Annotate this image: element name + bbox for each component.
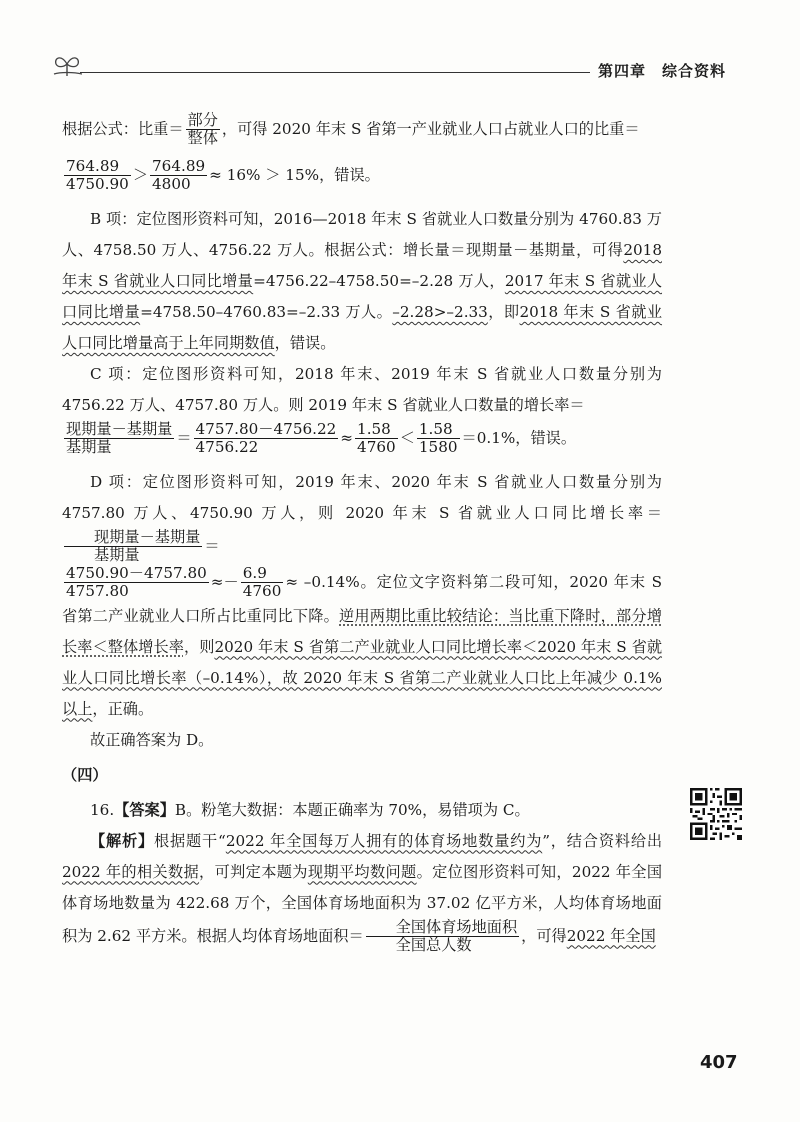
text: ≈ xyxy=(340,428,354,447)
text: ＝0.1%，错误。 xyxy=(461,428,577,447)
text: =4756.22–4758.50=–2.28 万人， xyxy=(253,271,505,290)
fraction xyxy=(64,565,209,601)
fraction-denominator: 4800 xyxy=(152,175,191,194)
text: D 项：定位图形资料可知，2019 年末、2020 年末 S 省就业人口数量分别为 4757.80 万人、4750.90 万人，则 2020 年末 S 省就业人口同比增长率＝ xyxy=(62,472,662,522)
fraction xyxy=(366,919,520,955)
fraction xyxy=(150,158,207,194)
fraction-numerator: 全国体育场地面积 xyxy=(366,919,520,937)
fraction-numerator: 1.58 xyxy=(355,421,398,439)
text: ≈ 16% ＞ 15%，错误。 xyxy=(209,165,380,184)
fraction-denominator: 4760 xyxy=(242,582,282,601)
fraction xyxy=(417,421,460,457)
fraction-numerator: 6.9 xyxy=(241,565,284,583)
text: C 项：定位图形资料可知，2018 年末、2019 年末 S 省就业人口数量分别为 4756.22 万人、4757.80 万人。则 2019 年末 S 省就业人口数量的增长率＝ xyxy=(62,364,662,414)
paragraph-option-d-cont xyxy=(62,565,662,725)
fraction-denominator: 整体 xyxy=(187,129,218,148)
fraction xyxy=(355,421,398,457)
text: 。定位图形资料可知，2022 年全国体育场地数量为 422.68 万个，全国体育场地面积为 37.02 亿平方米，人均体育场地面积为 2.62 平方米。根据人均体育场地面积＝ xyxy=(62,862,663,945)
paragraph-answer: 故正确答案为 D。 xyxy=(90,730,214,749)
text: ＞ xyxy=(132,165,148,184)
paragraph-option-d xyxy=(62,467,662,565)
paragraph-option-b xyxy=(62,204,662,359)
fraction xyxy=(64,158,131,194)
text: ≈ –0.14%。定位文字资料第二段可知，2020 年末 S 省第二产业就业人口所占比重同比下降。 xyxy=(62,572,662,625)
wavy-underlined-text: 2018 年末 S 省就业人口同比增量 xyxy=(62,240,662,290)
qr-code-icon[interactable] xyxy=(690,788,742,840)
paragraph-option-c xyxy=(62,359,662,421)
fraction-denominator: 1580 xyxy=(418,438,458,457)
wavy-underlined-text: –2.28>–2.33 xyxy=(392,302,488,321)
fraction-denominator: 基期量 xyxy=(66,438,112,457)
wavy-underlined-text: 2022 年全国每万人拥有的体育场地数量约为 xyxy=(225,831,543,850)
chapter-heading xyxy=(598,60,726,81)
fraction-denominator: 4757.80 xyxy=(66,582,129,601)
wavy-underlined-text: 现期平均数问题 xyxy=(307,862,417,881)
explanation-label: 【解析】 xyxy=(90,831,155,850)
paragraph-formula xyxy=(62,112,662,148)
fraction xyxy=(64,529,202,565)
text: ＝ xyxy=(204,536,220,555)
text: ，则 xyxy=(183,637,215,656)
fraction xyxy=(194,421,339,457)
fraction-numerator: 现期量－基期量 xyxy=(66,419,173,438)
chapter-section: 综合资料 xyxy=(662,62,727,80)
text: ，可得 xyxy=(521,926,567,945)
text: 根据公式：比重＝ xyxy=(62,119,184,138)
text: 根据题干“ xyxy=(154,831,226,850)
text: ，正确。 xyxy=(92,699,154,718)
paragraph-q16-answer xyxy=(62,795,662,826)
wavy-underlined-text: 2017 年末 S 省就业人口同比增量 xyxy=(62,271,663,321)
answer-label: 【答案】 xyxy=(114,800,175,819)
fraction-numerator: 1.58 xyxy=(417,421,460,439)
fraction-denominator: 全国总人数 xyxy=(395,936,472,955)
chapter-number: 第四章 xyxy=(598,62,647,80)
page-number: 407 xyxy=(700,1052,738,1073)
wavy-underlined-text: 2020 年末 S 省第二产业就业人口同比增长率＜2020 年末 S 省就业人口同比增长率（–0.14%），故 2020 年末 S 省第二产业就业人口比上年减少 0.1% 以上 xyxy=(62,637,663,718)
page-content xyxy=(62,112,662,955)
text: ＝ xyxy=(176,428,192,447)
paragraph-q16-explanation xyxy=(62,826,662,955)
section-title: （四） xyxy=(62,765,108,784)
paragraph-ratio-calc xyxy=(62,158,662,194)
wavy-underlined-text: 2018 年末 S 省就业人口同比增量高于上年同期数值 xyxy=(62,302,663,352)
dotted-underlined-text: 逆用两期比重比较结论：当比重下降时，部分增长率＜整体增长率 xyxy=(62,606,663,656)
fraction xyxy=(64,421,174,457)
fraction-denominator: 4760 xyxy=(357,438,396,457)
question-number: 16. xyxy=(90,800,115,819)
fraction xyxy=(241,565,284,601)
text: ，即 xyxy=(487,302,520,321)
fraction-denominator: 4756.22 xyxy=(195,438,259,457)
fraction-numerator: 现期量－基期量 xyxy=(64,529,202,547)
fraction-numerator: 部分 xyxy=(187,111,218,129)
text: ”，结合资料给出 xyxy=(542,831,663,850)
text: B。粉笔大数据：本题正确率为 70%，易错项为 C。 xyxy=(174,800,530,819)
header-rule xyxy=(80,72,590,73)
fraction-numerator: 4757.80－4756.22 xyxy=(195,419,337,438)
text: =4758.50–4760.83=–2.33 万人。 xyxy=(140,302,393,321)
fraction-denominator: 4750.90 xyxy=(66,175,129,194)
text: ，可得 2020 年末 S 省第一产业就业人口占就业人口的比重＝ xyxy=(221,119,640,138)
fraction-denominator: 基期量 xyxy=(94,546,140,565)
sprout-icon xyxy=(52,50,82,78)
text: ≈－ xyxy=(210,572,239,591)
fraction xyxy=(186,112,220,148)
wavy-underlined-text: 2022 年的相关数据 xyxy=(62,862,200,881)
text: ，可判定本题为 xyxy=(199,862,308,881)
wavy-underlined-text: 2022 年全国 xyxy=(566,926,656,945)
fraction-numerator: 764.89 xyxy=(152,156,206,175)
text: ＜ xyxy=(399,428,415,447)
paragraph-option-c-formula xyxy=(62,421,662,457)
text: ，错误。 xyxy=(274,333,336,352)
fraction-numerator: 764.89 xyxy=(64,158,131,176)
text: B 项：定位图形资料可知，2016—2018 年末 S 省就业人口数量分别为 4760.83 万人、4758.50 万人、4756.22 万人。根据公式：增长量＝现期量－基期量，可得 xyxy=(62,209,662,259)
fraction-numerator: 4750.90－4757.80 xyxy=(66,563,207,582)
